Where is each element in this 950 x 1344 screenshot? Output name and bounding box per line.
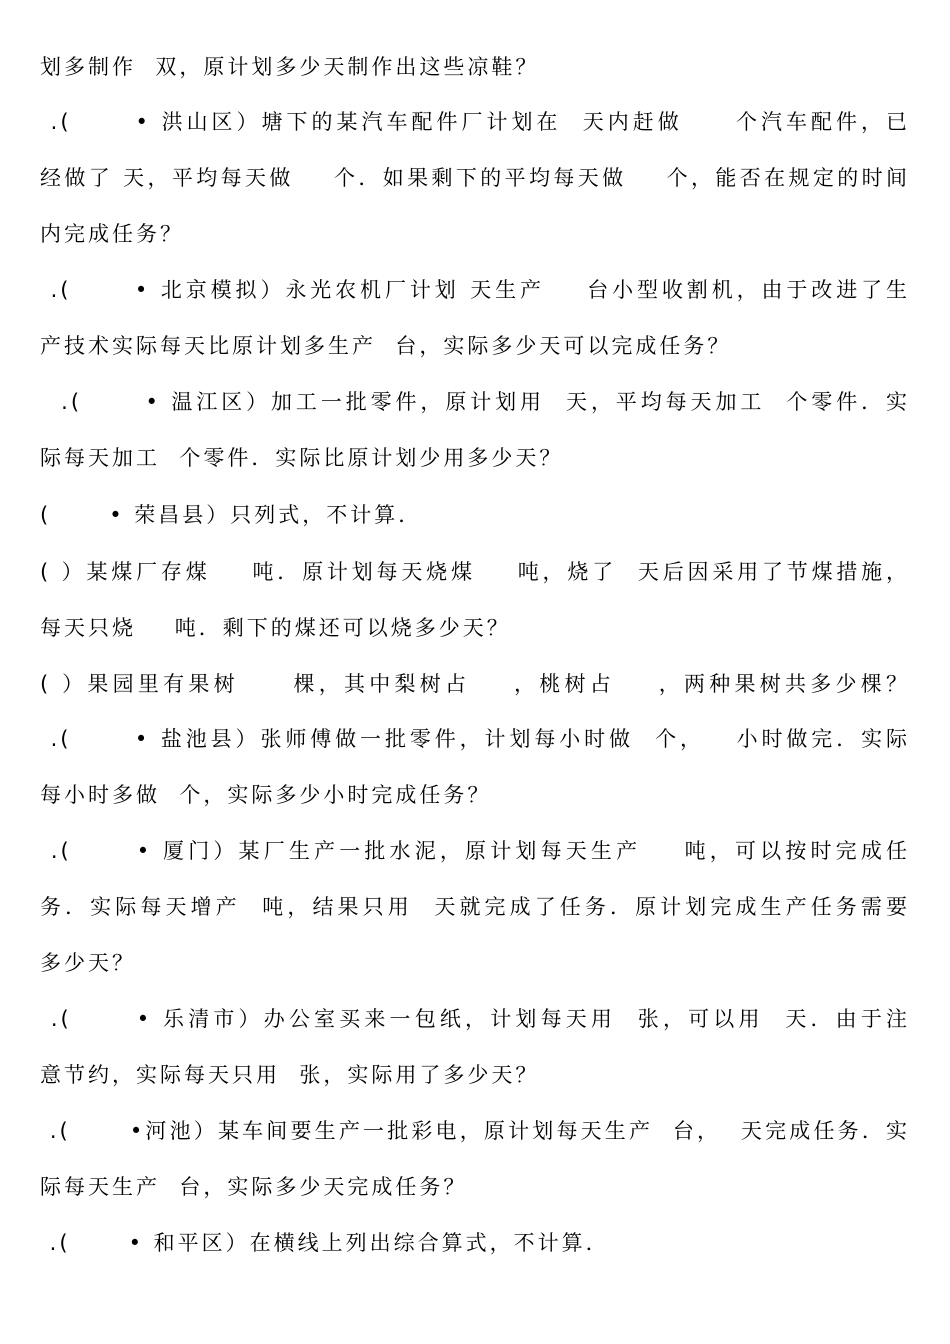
- text-line-21: 际每天生产 台，实际多少天完成任务？: [40, 1175, 468, 1199]
- text-line-1: 划多制作 双，原计划多少天制作出这些凉鞋？: [40, 55, 540, 79]
- text-line-17: 多少天？: [40, 951, 136, 975]
- text-line-2: .( • 洪山区）塘下的某汽车配件厂计划在 天内赶做 个汽车配件，已: [40, 110, 910, 134]
- text-line-8: 际每天加工 个零件．实际比原计划少用多少天？: [40, 446, 564, 470]
- text-line-11: 每天只烧 吨．剩下的煤还可以烧多少天？: [40, 616, 511, 640]
- text-line-18: .( • 乐清市）办公室买来一包纸，计划每天用 张，可以用 天．由于注: [40, 1007, 910, 1031]
- text-line-12: ( ）果园里有果树 棵，其中梨树占 ，桃树占 ，两种果树共多少棵？: [40, 672, 910, 696]
- text-line-4: 内完成任务？: [40, 222, 184, 246]
- text-line-22: .( • 和平区）在横线上列出综合算式，不计算．: [40, 1231, 610, 1255]
- text-line-14: 每小时多做 个，实际多少小时完成任务？: [40, 783, 492, 807]
- text-line-9: ( • 荣昌县）只列式，不计算．: [40, 503, 423, 527]
- text-line-16: 务．实际每天增产 吨，结果只用 天就完成了任务．原计划完成生产任务需要: [40, 895, 910, 919]
- text-line-6: 产技术实际每天比原计划多生产 台，实际多少天可以完成任务？: [40, 334, 732, 358]
- text-line-7: .( • 温江区）加工一批零件，原计划用 天，平均每天加工 个零件．实: [40, 390, 910, 414]
- text-line-5: .( • 北京模拟）永光农机厂计划 天生产 台小型收割机，由于改进了生: [40, 278, 910, 302]
- text-line-19: 意节约，实际每天只用 张，实际用了多少天？: [40, 1063, 540, 1087]
- text-line-15: .( • 厦门）某厂生产一批水泥，原计划每天生产 吨，可以按时完成任: [40, 839, 910, 863]
- text-line-3: 经做了 天，平均每天做 个．如果剩下的平均每天做 个，能否在规定的时间: [40, 166, 910, 190]
- text-line-20: .( •河池）某车间要生产一批彩电，原计划每天生产 台， 天完成任务．实: [40, 1119, 910, 1143]
- text-line-13: .( • 盐池县）张师傅做一批零件，计划每小时做 个， 小时做完．实际: [40, 727, 910, 751]
- text-line-10: ( ）某煤厂存煤 吨．原计划每天烧煤 吨，烧了 天后因采用了节煤措施，: [40, 560, 910, 584]
